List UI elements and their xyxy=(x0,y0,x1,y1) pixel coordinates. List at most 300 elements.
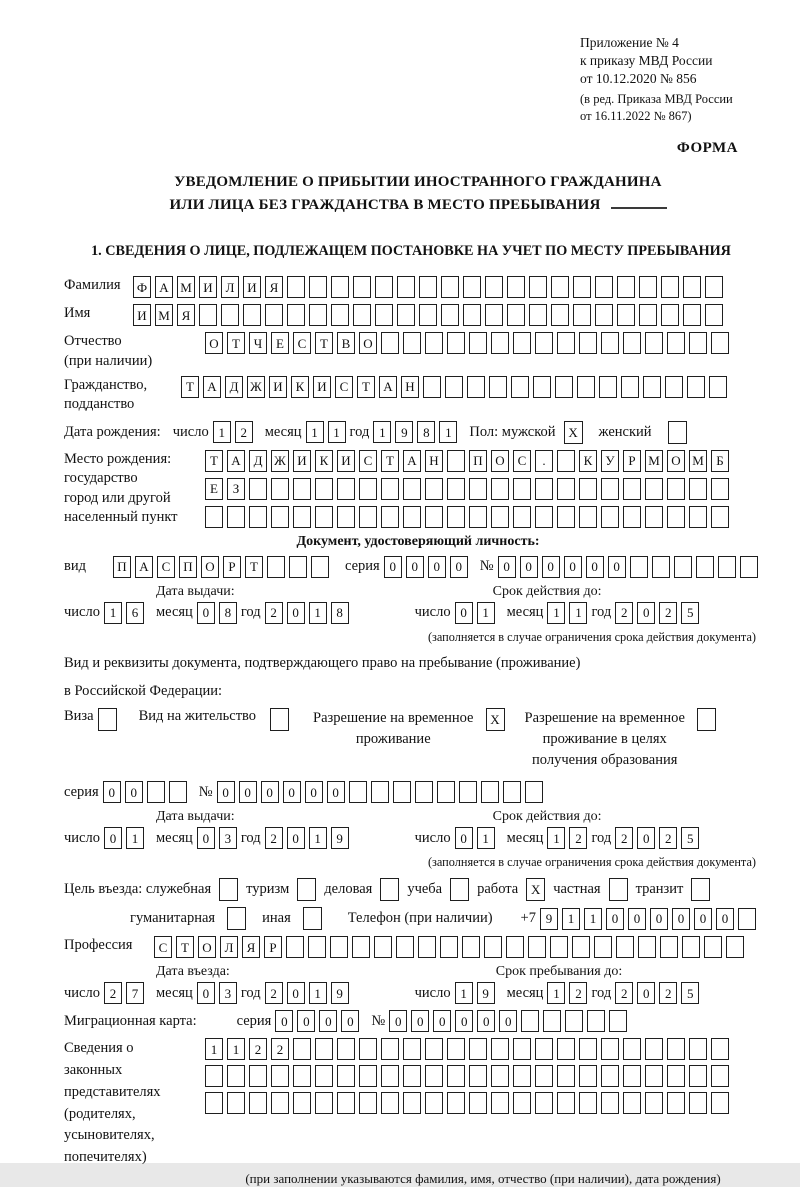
char-cell[interactable]: 0 xyxy=(103,781,121,803)
char-cell[interactable] xyxy=(375,304,393,326)
char-cell[interactable]: И xyxy=(133,304,151,326)
char-cell[interactable] xyxy=(645,1092,663,1114)
char-cell[interactable]: 0 xyxy=(455,602,473,624)
char-cell[interactable] xyxy=(271,506,289,528)
char-cell[interactable]: М xyxy=(689,450,707,472)
char-cell[interactable] xyxy=(689,1092,707,1114)
char-cell[interactable] xyxy=(403,1038,421,1060)
char-cell[interactable] xyxy=(623,478,641,500)
char-cell[interactable]: 0 xyxy=(197,602,215,624)
char-cell[interactable] xyxy=(506,936,524,958)
char-cell[interactable] xyxy=(359,1092,377,1114)
char-cell[interactable] xyxy=(441,276,459,298)
char-cell[interactable]: С xyxy=(359,450,377,472)
char-cell[interactable] xyxy=(551,276,569,298)
char-cell[interactable] xyxy=(381,332,399,354)
char-cell[interactable]: К xyxy=(579,450,597,472)
char-cell[interactable]: 8 xyxy=(331,602,349,624)
char-cell[interactable] xyxy=(337,1038,355,1060)
char-cell[interactable] xyxy=(419,276,437,298)
char-cell[interactable] xyxy=(709,376,727,398)
char-cell[interactable]: 2 xyxy=(569,982,587,1004)
char-cell[interactable]: А xyxy=(135,556,153,578)
char-cell[interactable] xyxy=(462,936,480,958)
char-cell[interactable]: А xyxy=(227,450,245,472)
char-cell[interactable] xyxy=(293,478,311,500)
char-cell[interactable] xyxy=(726,936,744,958)
char-cell[interactable] xyxy=(645,1065,663,1087)
char-cell[interactable] xyxy=(397,304,415,326)
char-cell[interactable]: 9 xyxy=(331,827,349,849)
char-cell[interactable] xyxy=(330,936,348,958)
char-cell[interactable]: А xyxy=(379,376,397,398)
char-cell[interactable]: О xyxy=(491,450,509,472)
char-cell[interactable] xyxy=(267,556,285,578)
char-cell[interactable] xyxy=(513,1065,531,1087)
char-cell[interactable]: Т xyxy=(176,936,194,958)
char-cell[interactable] xyxy=(491,1092,509,1114)
char-cell[interactable] xyxy=(503,781,521,803)
char-cell[interactable] xyxy=(445,376,463,398)
char-cell[interactable] xyxy=(689,1065,707,1087)
char-cell[interactable] xyxy=(601,506,619,528)
char-cell[interactable] xyxy=(557,506,575,528)
char-cell[interactable] xyxy=(249,478,267,500)
char-cell[interactable] xyxy=(293,1038,311,1060)
char-cell[interactable] xyxy=(711,506,729,528)
char-cell[interactable]: 9 xyxy=(540,908,558,930)
char-cell[interactable]: 0 xyxy=(672,908,690,930)
char-cell[interactable] xyxy=(711,1065,729,1087)
char-cell[interactable] xyxy=(617,276,635,298)
char-cell[interactable] xyxy=(623,332,641,354)
char-cell[interactable] xyxy=(403,506,421,528)
char-cell[interactable] xyxy=(491,332,509,354)
char-cell[interactable] xyxy=(535,332,553,354)
char-cell[interactable] xyxy=(337,478,355,500)
char-cell[interactable]: С xyxy=(293,332,311,354)
char-cell[interactable] xyxy=(227,506,245,528)
char-cell[interactable]: 0 xyxy=(319,1010,337,1032)
char-cell[interactable]: 1 xyxy=(562,908,580,930)
char-cell[interactable]: 1 xyxy=(439,421,457,443)
char-cell[interactable]: С xyxy=(157,556,175,578)
char-cell[interactable]: 0 xyxy=(411,1010,429,1032)
char-cell[interactable] xyxy=(595,304,613,326)
char-cell[interactable]: 0 xyxy=(197,827,215,849)
char-cell[interactable] xyxy=(623,1038,641,1060)
char-cell[interactable]: 6 xyxy=(126,602,144,624)
char-cell[interactable] xyxy=(271,1065,289,1087)
char-cell[interactable] xyxy=(309,304,327,326)
char-cell[interactable]: 0 xyxy=(564,556,582,578)
char-cell[interactable] xyxy=(689,1038,707,1060)
char-cell[interactable] xyxy=(469,506,487,528)
checkbox-temp-residence-edu[interactable] xyxy=(697,708,716,731)
char-cell[interactable] xyxy=(403,478,421,500)
char-cell[interactable] xyxy=(459,781,477,803)
char-cell[interactable] xyxy=(645,478,663,500)
char-cell[interactable] xyxy=(359,506,377,528)
char-cell[interactable]: 0 xyxy=(716,908,734,930)
char-cell[interactable]: Л xyxy=(221,276,239,298)
char-cell[interactable]: Т xyxy=(227,332,245,354)
char-cell[interactable]: 1 xyxy=(328,421,346,443)
char-cell[interactable]: 0 xyxy=(428,556,446,578)
char-cell[interactable] xyxy=(249,1092,267,1114)
char-cell[interactable]: 0 xyxy=(239,781,257,803)
char-cell[interactable] xyxy=(579,1065,597,1087)
checkbox-sex-female[interactable] xyxy=(668,421,687,444)
char-cell[interactable] xyxy=(711,332,729,354)
char-cell[interactable]: Ч xyxy=(249,332,267,354)
char-cell[interactable]: 1 xyxy=(455,982,473,1004)
checkbox-temp-residence[interactable]: X xyxy=(486,708,505,731)
char-cell[interactable] xyxy=(359,1038,377,1060)
char-cell[interactable]: 1 xyxy=(584,908,602,930)
char-cell[interactable] xyxy=(205,1065,223,1087)
char-cell[interactable] xyxy=(353,276,371,298)
char-cell[interactable] xyxy=(463,276,481,298)
char-cell[interactable]: 0 xyxy=(384,556,402,578)
char-cell[interactable]: 1 xyxy=(477,602,495,624)
char-cell[interactable] xyxy=(286,936,304,958)
char-cell[interactable] xyxy=(381,478,399,500)
char-cell[interactable]: 8 xyxy=(417,421,435,443)
char-cell[interactable]: 0 xyxy=(520,556,538,578)
char-cell[interactable] xyxy=(573,304,591,326)
char-cell[interactable]: 2 xyxy=(659,982,677,1004)
char-cell[interactable]: А xyxy=(155,276,173,298)
char-cell[interactable]: О xyxy=(359,332,377,354)
char-cell[interactable]: 2 xyxy=(235,421,253,443)
char-cell[interactable] xyxy=(353,304,371,326)
char-cell[interactable]: 0 xyxy=(287,827,305,849)
char-cell[interactable] xyxy=(469,1038,487,1060)
char-cell[interactable]: Б xyxy=(711,450,729,472)
char-cell[interactable]: А xyxy=(203,376,221,398)
char-cell[interactable]: 0 xyxy=(450,556,468,578)
char-cell[interactable] xyxy=(572,936,590,958)
char-cell[interactable]: 1 xyxy=(373,421,391,443)
checkbox-residence-permit[interactable] xyxy=(270,708,289,731)
char-cell[interactable] xyxy=(623,1092,641,1114)
char-cell[interactable] xyxy=(484,936,502,958)
char-cell[interactable]: 1 xyxy=(227,1038,245,1060)
char-cell[interactable]: 2 xyxy=(271,1038,289,1060)
char-cell[interactable]: 0 xyxy=(650,908,668,930)
char-cell[interactable] xyxy=(665,376,683,398)
char-cell[interactable] xyxy=(315,1065,333,1087)
char-cell[interactable]: Т xyxy=(205,450,223,472)
char-cell[interactable] xyxy=(621,376,639,398)
char-cell[interactable] xyxy=(419,304,437,326)
char-cell[interactable] xyxy=(331,276,349,298)
char-cell[interactable]: . xyxy=(535,450,553,472)
char-cell[interactable] xyxy=(249,1065,267,1087)
char-cell[interactable] xyxy=(447,1038,465,1060)
char-cell[interactable] xyxy=(573,276,591,298)
char-cell[interactable] xyxy=(577,376,595,398)
char-cell[interactable]: У xyxy=(601,450,619,472)
char-cell[interactable]: И xyxy=(313,376,331,398)
char-cell[interactable] xyxy=(469,1065,487,1087)
char-cell[interactable]: О xyxy=(667,450,685,472)
char-cell[interactable] xyxy=(447,1092,465,1114)
char-cell[interactable]: 2 xyxy=(615,827,633,849)
char-cell[interactable] xyxy=(511,376,529,398)
char-cell[interactable] xyxy=(221,304,239,326)
char-cell[interactable]: И xyxy=(337,450,355,472)
char-cell[interactable]: И xyxy=(199,276,217,298)
char-cell[interactable]: 0 xyxy=(261,781,279,803)
char-cell[interactable] xyxy=(337,1065,355,1087)
char-cell[interactable]: И xyxy=(293,450,311,472)
char-cell[interactable] xyxy=(667,332,685,354)
char-cell[interactable] xyxy=(687,376,705,398)
char-cell[interactable] xyxy=(689,506,707,528)
char-cell[interactable] xyxy=(425,1065,443,1087)
char-cell[interactable] xyxy=(315,1092,333,1114)
char-cell[interactable] xyxy=(623,506,641,528)
char-cell[interactable] xyxy=(705,276,723,298)
char-cell[interactable] xyxy=(309,276,327,298)
char-cell[interactable] xyxy=(447,332,465,354)
char-cell[interactable]: М xyxy=(155,304,173,326)
char-cell[interactable]: Т xyxy=(315,332,333,354)
char-cell[interactable] xyxy=(403,332,421,354)
checkbox-purpose-humanitarian[interactable] xyxy=(227,907,246,930)
char-cell[interactable] xyxy=(337,1092,355,1114)
char-cell[interactable] xyxy=(689,478,707,500)
char-cell[interactable]: О xyxy=(201,556,219,578)
char-cell[interactable]: 2 xyxy=(104,982,122,1004)
char-cell[interactable]: 0 xyxy=(542,556,560,578)
char-cell[interactable]: 0 xyxy=(125,781,143,803)
char-cell[interactable]: 2 xyxy=(265,982,283,1004)
char-cell[interactable] xyxy=(535,478,553,500)
char-cell[interactable] xyxy=(513,332,531,354)
char-cell[interactable] xyxy=(308,936,326,958)
char-cell[interactable] xyxy=(696,556,714,578)
char-cell[interactable]: Л xyxy=(220,936,238,958)
char-cell[interactable]: 2 xyxy=(265,602,283,624)
char-cell[interactable]: 0 xyxy=(287,602,305,624)
char-cell[interactable] xyxy=(469,332,487,354)
char-cell[interactable]: 0 xyxy=(341,1010,359,1032)
char-cell[interactable] xyxy=(705,304,723,326)
char-cell[interactable]: 2 xyxy=(659,602,677,624)
char-cell[interactable] xyxy=(645,332,663,354)
char-cell[interactable]: 1 xyxy=(306,421,324,443)
char-cell[interactable] xyxy=(199,304,217,326)
char-cell[interactable]: М xyxy=(177,276,195,298)
char-cell[interactable]: 0 xyxy=(606,908,624,930)
char-cell[interactable] xyxy=(660,936,678,958)
char-cell[interactable]: 1 xyxy=(569,602,587,624)
char-cell[interactable] xyxy=(437,781,455,803)
char-cell[interactable] xyxy=(396,936,414,958)
char-cell[interactable]: Ж xyxy=(247,376,265,398)
char-cell[interactable] xyxy=(507,304,525,326)
char-cell[interactable]: 0 xyxy=(498,556,516,578)
char-cell[interactable] xyxy=(381,1092,399,1114)
char-cell[interactable]: 0 xyxy=(455,827,473,849)
char-cell[interactable] xyxy=(601,478,619,500)
checkbox-purpose-study[interactable] xyxy=(450,878,469,901)
char-cell[interactable] xyxy=(557,1038,575,1060)
char-cell[interactable]: С xyxy=(513,450,531,472)
char-cell[interactable]: Р xyxy=(223,556,241,578)
char-cell[interactable] xyxy=(513,1038,531,1060)
char-cell[interactable]: Е xyxy=(205,478,223,500)
char-cell[interactable] xyxy=(349,781,367,803)
char-cell[interactable]: 9 xyxy=(477,982,495,1004)
char-cell[interactable] xyxy=(485,304,503,326)
char-cell[interactable] xyxy=(287,304,305,326)
char-cell[interactable] xyxy=(447,450,465,472)
char-cell[interactable] xyxy=(689,332,707,354)
char-cell[interactable] xyxy=(265,304,283,326)
char-cell[interactable]: 1 xyxy=(309,827,327,849)
char-cell[interactable]: 0 xyxy=(455,1010,473,1032)
char-cell[interactable] xyxy=(661,304,679,326)
char-cell[interactable] xyxy=(381,1038,399,1060)
checkbox-purpose-official[interactable] xyxy=(219,878,238,901)
char-cell[interactable] xyxy=(287,276,305,298)
char-cell[interactable]: Р xyxy=(623,450,641,472)
char-cell[interactable] xyxy=(557,1065,575,1087)
char-cell[interactable] xyxy=(557,332,575,354)
checkbox-visa[interactable] xyxy=(98,708,117,731)
char-cell[interactable] xyxy=(315,478,333,500)
char-cell[interactable] xyxy=(521,1010,539,1032)
char-cell[interactable]: 2 xyxy=(249,1038,267,1060)
char-cell[interactable]: 0 xyxy=(327,781,345,803)
char-cell[interactable]: 0 xyxy=(628,908,646,930)
char-cell[interactable] xyxy=(293,506,311,528)
char-cell[interactable] xyxy=(513,506,531,528)
char-cell[interactable]: Т xyxy=(381,450,399,472)
char-cell[interactable]: 0 xyxy=(433,1010,451,1032)
char-cell[interactable] xyxy=(469,1092,487,1114)
char-cell[interactable]: 0 xyxy=(637,827,655,849)
char-cell[interactable] xyxy=(425,1092,443,1114)
char-cell[interactable] xyxy=(599,376,617,398)
char-cell[interactable] xyxy=(440,936,458,958)
char-cell[interactable]: 3 xyxy=(219,827,237,849)
char-cell[interactable] xyxy=(579,478,597,500)
char-cell[interactable] xyxy=(579,506,597,528)
char-cell[interactable]: 0 xyxy=(197,982,215,1004)
char-cell[interactable] xyxy=(529,304,547,326)
checkbox-purpose-business[interactable] xyxy=(380,878,399,901)
char-cell[interactable]: Д xyxy=(249,450,267,472)
char-cell[interactable]: 2 xyxy=(615,982,633,1004)
char-cell[interactable]: Т xyxy=(181,376,199,398)
char-cell[interactable] xyxy=(403,1092,421,1114)
char-cell[interactable] xyxy=(609,1010,627,1032)
char-cell[interactable] xyxy=(425,506,443,528)
char-cell[interactable]: 8 xyxy=(219,602,237,624)
char-cell[interactable]: 1 xyxy=(309,602,327,624)
char-cell[interactable]: 2 xyxy=(569,827,587,849)
char-cell[interactable] xyxy=(423,376,441,398)
char-cell[interactable] xyxy=(652,556,670,578)
char-cell[interactable] xyxy=(711,478,729,500)
char-cell[interactable] xyxy=(667,1065,685,1087)
char-cell[interactable]: 9 xyxy=(331,982,349,1004)
char-cell[interactable] xyxy=(543,1010,561,1032)
char-cell[interactable] xyxy=(601,1092,619,1114)
char-cell[interactable] xyxy=(630,556,648,578)
char-cell[interactable]: П xyxy=(469,450,487,472)
char-cell[interactable] xyxy=(169,781,187,803)
char-cell[interactable] xyxy=(639,276,657,298)
char-cell[interactable]: Я xyxy=(177,304,195,326)
char-cell[interactable] xyxy=(271,478,289,500)
char-cell[interactable] xyxy=(740,556,758,578)
char-cell[interactable] xyxy=(550,936,568,958)
char-cell[interactable] xyxy=(289,556,307,578)
char-cell[interactable] xyxy=(315,506,333,528)
char-cell[interactable]: П xyxy=(179,556,197,578)
char-cell[interactable] xyxy=(667,478,685,500)
char-cell[interactable] xyxy=(375,276,393,298)
char-cell[interactable] xyxy=(227,1065,245,1087)
char-cell[interactable]: О xyxy=(205,332,223,354)
char-cell[interactable] xyxy=(441,304,459,326)
char-cell[interactable] xyxy=(381,1065,399,1087)
char-cell[interactable] xyxy=(315,1038,333,1060)
char-cell[interactable] xyxy=(467,376,485,398)
char-cell[interactable] xyxy=(667,1038,685,1060)
char-cell[interactable]: С xyxy=(335,376,353,398)
char-cell[interactable] xyxy=(293,1065,311,1087)
char-cell[interactable] xyxy=(535,506,553,528)
char-cell[interactable] xyxy=(491,1038,509,1060)
char-cell[interactable] xyxy=(418,936,436,958)
char-cell[interactable] xyxy=(359,478,377,500)
char-cell[interactable]: 5 xyxy=(681,827,699,849)
char-cell[interactable]: 2 xyxy=(615,602,633,624)
char-cell[interactable] xyxy=(601,332,619,354)
char-cell[interactable] xyxy=(371,781,389,803)
char-cell[interactable] xyxy=(682,936,700,958)
char-cell[interactable] xyxy=(623,1065,641,1087)
char-cell[interactable] xyxy=(738,908,756,930)
char-cell[interactable]: 0 xyxy=(287,982,305,1004)
char-cell[interactable] xyxy=(525,781,543,803)
char-cell[interactable] xyxy=(683,304,701,326)
char-cell[interactable]: К xyxy=(315,450,333,472)
char-cell[interactable]: 0 xyxy=(694,908,712,930)
char-cell[interactable] xyxy=(271,1092,289,1114)
char-cell[interactable] xyxy=(557,1092,575,1114)
char-cell[interactable] xyxy=(661,276,679,298)
char-cell[interactable]: Я xyxy=(242,936,260,958)
char-cell[interactable]: 5 xyxy=(681,982,699,1004)
char-cell[interactable] xyxy=(381,506,399,528)
char-cell[interactable]: 0 xyxy=(637,982,655,1004)
char-cell[interactable] xyxy=(469,478,487,500)
checkbox-purpose-work[interactable]: X xyxy=(526,878,545,901)
char-cell[interactable] xyxy=(293,1092,311,1114)
char-cell[interactable] xyxy=(331,304,349,326)
char-cell[interactable]: З xyxy=(227,478,245,500)
char-cell[interactable]: 3 xyxy=(219,982,237,1004)
char-cell[interactable]: К xyxy=(291,376,309,398)
